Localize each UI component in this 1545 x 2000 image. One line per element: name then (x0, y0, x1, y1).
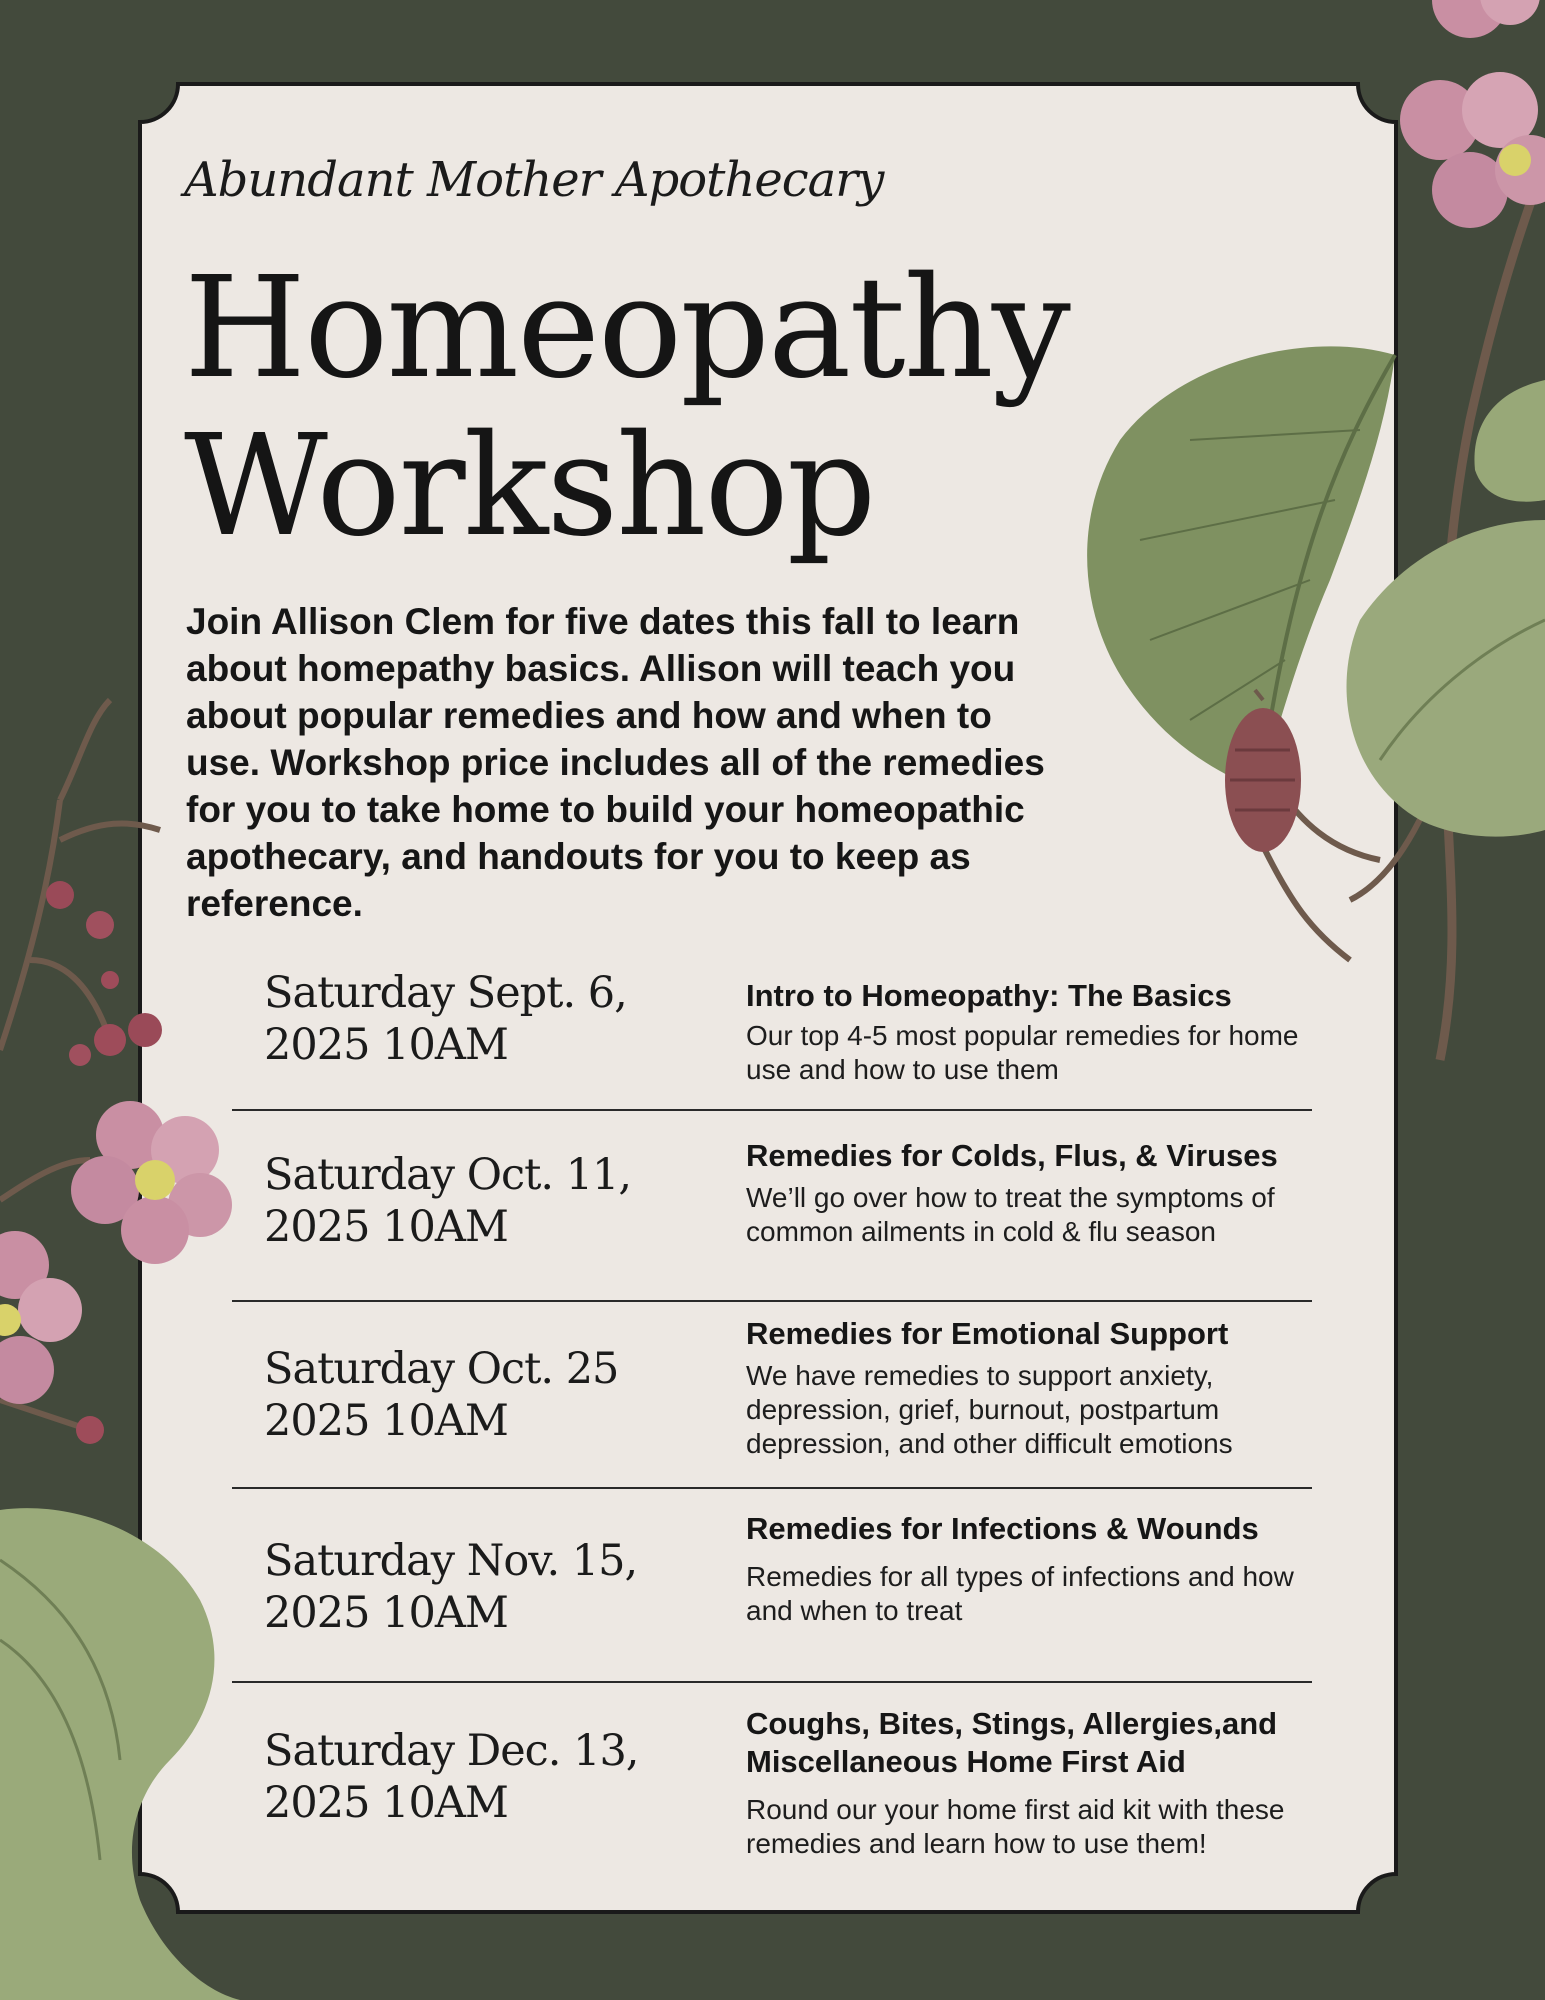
divider (232, 1487, 1312, 1489)
session-date-line-1: Saturday Oct. 25 (264, 1344, 619, 1394)
divider (232, 1300, 1312, 1302)
session-date-line-2: 2025 10AM (264, 1202, 508, 1252)
session-topic: Intro to Homeopathy: The Basics (746, 978, 1232, 1013)
session-topic: Remedies for Emotional Support (746, 1316, 1229, 1351)
session-topic: Remedies for Infections & Wounds (746, 1511, 1259, 1546)
page-title (184, 247, 1069, 568)
session-date-line-1: Saturday Dec. 13, (264, 1726, 639, 1776)
session-description: Remedies for all types of infections and how and when to treat (746, 1561, 1294, 1626)
session-date-line-1: Saturday Sept. 6, (264, 968, 627, 1018)
brand-name: Abundant Mother Apothecary (184, 152, 884, 208)
title-line-1: Homeopathy (184, 247, 1069, 410)
divider (232, 1109, 1312, 1111)
session-date-line-2: 2025 10AM (264, 1396, 508, 1446)
session-date-line-1: Saturday Oct. 11, (264, 1150, 632, 1200)
title-line-2: Workshop (184, 405, 875, 568)
session-date (264, 1343, 704, 1447)
intro-paragraph: Join Allison Clem for five dates this fall to learn about homepathy basics. Allison will teach you about popular remedies and how and when to use. Workshop price includes all of the remedies for you to take home to build your homeopathic apothecary, and handouts for you to keep as reference. (186, 601, 1045, 924)
divider (232, 1681, 1312, 1683)
session-description: We have remedies to support anxiety, depression, grief, burnout, postpartum depression, and other difficult emotions (746, 1360, 1233, 1459)
session-date-line-1: Saturday Nov. 15, (264, 1536, 638, 1586)
session-date (264, 1535, 704, 1639)
session-date (264, 1725, 704, 1829)
session-date-line-2: 2025 10AM (264, 1020, 508, 1070)
session-date-line-2: 2025 10AM (264, 1778, 508, 1828)
session-topic: Remedies for Colds, Flus, & Viruses (746, 1138, 1278, 1173)
session-date-line-2: 2025 10AM (264, 1588, 508, 1638)
session-description: Round our your home first aid kit with these remedies and learn how to use them! (746, 1794, 1285, 1859)
session-description: We’ll go over how to treat the symptoms of common ailments in cold & flu season (746, 1182, 1275, 1247)
session-date (264, 967, 704, 1071)
session-topic: Coughs, Bites, Stings, Allergies,and Miscellaneous Home First Aid (746, 1706, 1278, 1779)
session-date (264, 1149, 704, 1253)
session-description: Our top 4-5 most popular remedies for home use and how to use them (746, 1020, 1299, 1085)
